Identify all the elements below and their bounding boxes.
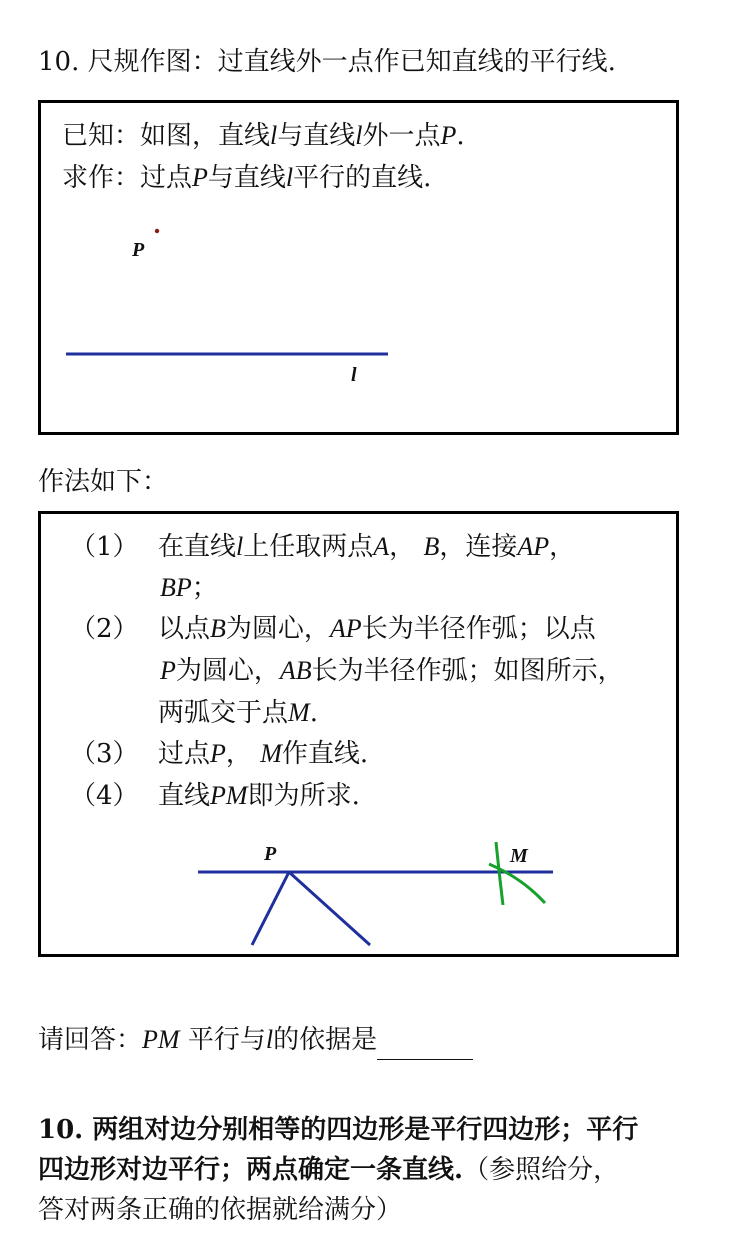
answer-line-2: 四边形对边平行；两点确定一条直线.（参照给分，: [38, 1155, 620, 1185]
step-2-num: （2）: [70, 614, 139, 644]
step-2-text-cont2: 两弧交于点M.: [158, 698, 318, 728]
problem-title: 10. 尺规作图：过直线外一点作已知直线的平行线.: [38, 47, 616, 77]
point-p-label: P: [132, 239, 145, 261]
given-tail: 外一点: [362, 121, 441, 151]
segment-pb: [289, 872, 370, 945]
answer-line-3: 答对两条正确的依据就给满分）: [38, 1195, 403, 1225]
method-heading: 作法如下：: [38, 467, 169, 497]
answer-line-1: 10. 两组对边分别相等的四边形是平行四边形；平行: [38, 1115, 639, 1145]
var-l: l: [270, 121, 278, 150]
task-mid: 与直线: [207, 163, 286, 193]
task-tail: 平行的直线.: [293, 163, 432, 193]
task-label: 求作：过点: [62, 163, 193, 193]
line-l-label: l: [351, 364, 357, 386]
step-3-text: 过点P， M作直线.: [158, 739, 369, 769]
var-p: P: [440, 121, 457, 150]
given-label: 已知：如图，直线: [62, 121, 271, 151]
step-2-text-cont: P为圆心，AB长为半径作弧；如图所示，: [160, 656, 624, 686]
step-4-text: 直线PM即为所求.: [158, 781, 360, 811]
answer-blank: [377, 1031, 473, 1060]
arc-from-p: [489, 864, 545, 903]
given-mid: 与直线: [277, 121, 356, 151]
point-p-label-2: P: [264, 843, 277, 865]
segment-pa: [252, 872, 289, 945]
point-m-label: M: [510, 845, 528, 867]
step-1-num: （1）: [70, 532, 139, 562]
period: .: [456, 121, 465, 151]
step-2-text: 以点B为圆心，AP长为半径作弧；以点: [158, 614, 596, 644]
step-1-text: 在直线l上任取两点A， B，连接AP，: [158, 532, 576, 562]
question-line: 请回答：PM 平行与l的依据是: [38, 1020, 473, 1060]
var-l: l: [355, 121, 363, 150]
step-1-text-cont: BP；: [160, 573, 218, 603]
step-3-num: （3）: [70, 739, 139, 769]
var-p: P: [192, 163, 208, 192]
step-4-num: （4）: [70, 781, 139, 811]
var-l: l: [285, 163, 294, 192]
